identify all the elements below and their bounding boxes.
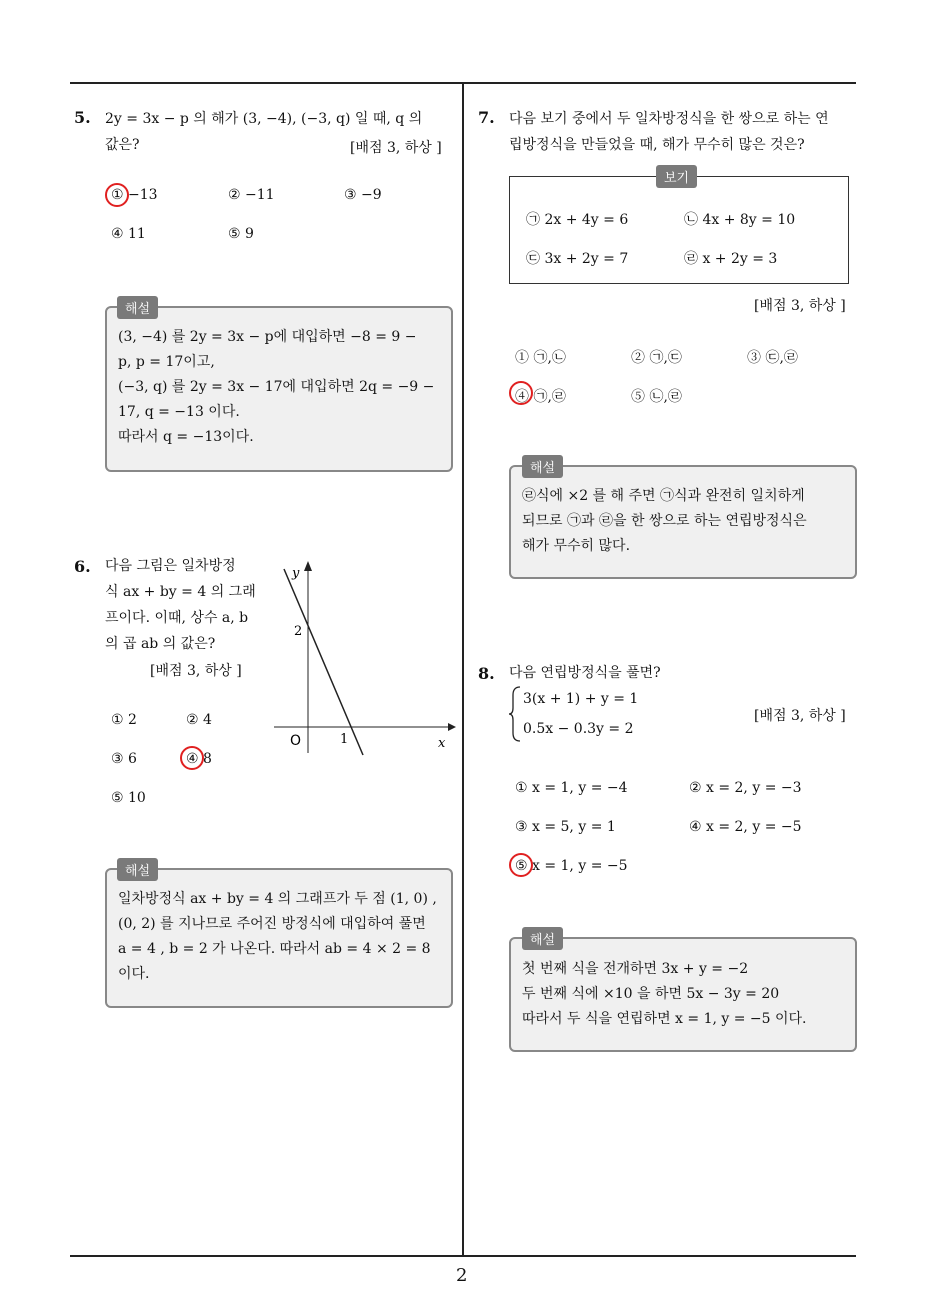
q5-answer-mark (105, 183, 129, 207)
q7-explanation (522, 484, 848, 559)
q5-option-2[interactable]: ② −11 (228, 187, 275, 203)
q8-option-4[interactable]: ④ x = 2, y = −5 (689, 819, 802, 835)
q7-expl-line3: 해가 무수히 많다. (522, 538, 631, 554)
q8-score: [배점 3, 하상 ] (754, 708, 846, 724)
q7-bogi-4: ㉣ x + 2y = 3 (684, 251, 778, 267)
q6-question-line3: 프이다. 이때, 상수 a, b (105, 610, 249, 626)
bottom-rule (70, 1255, 856, 1257)
q7-expl-line2: 되므로 ㉠과 ㉣을 한 쌍으로 하는 연립방정식은 (522, 513, 807, 529)
q8-option-3[interactable]: ③ x = 5, y = 1 (515, 819, 616, 835)
q7-option-4[interactable]: ④ ㉠,㉣ (515, 389, 566, 405)
q6-graph-origin: O (290, 733, 302, 749)
q6-explanation-tag: 해설 (117, 858, 158, 881)
q5-expl-line3: (−3, q) 를 2y = 3x − 17에 대입하면 2q = −9 − (118, 379, 435, 395)
q7-number: 7. (478, 108, 495, 127)
q8-equation-1: 3(x + 1) + y = 1 (523, 691, 639, 707)
q7-option-2[interactable]: ② ㉠,㉢ (631, 350, 682, 366)
q6-option-3[interactable]: ③ 6 (111, 751, 137, 767)
q6-graph-x-label: x (438, 736, 446, 751)
q8-system-brace (508, 686, 522, 742)
q6-expl-line1: 일차방정식 ax + by = 4 의 그래프가 두 점 (1, 0) , (118, 891, 437, 907)
q5-question-line2: 값은? (105, 137, 140, 153)
q6-option-2[interactable]: ② 4 (186, 712, 212, 728)
q8-expl-line1: 첫 번째 식을 전개하면 3x + y = −2 (522, 961, 749, 977)
q8-question: 다음 연립방정식을 풀면? (509, 665, 661, 681)
page-number: 2 (456, 1265, 468, 1286)
q8-answer-mark (509, 853, 533, 877)
q5-expl-line1: (3, −4) 를 2y = 3x − p에 대입하면 −8 = 9 − (118, 329, 417, 345)
q6-explanation (118, 887, 444, 987)
q6-number: 6. (74, 557, 91, 576)
q6-graph-y-arrow (304, 561, 312, 571)
q6-score: [배점 3, 하상 ] (150, 663, 242, 679)
q7-option-1[interactable]: ① ㉠,㉡ (515, 350, 566, 366)
q8-number: 8. (478, 664, 495, 683)
q7-question-line1: 다음 보기 중에서 두 일차방정식을 한 쌍으로 하는 연 (509, 111, 829, 127)
q8-option-5[interactable]: ⑤ x = 1, y = −5 (515, 858, 628, 874)
q6-question-line1: 다음 그림은 일차방정 (105, 558, 236, 574)
q6-expl-line2: (0, 2) 를 지나므로 주어진 방정식에 대입하여 풀면 (118, 916, 426, 932)
q8-option-1[interactable]: ① x = 1, y = −4 (515, 780, 628, 796)
q6-graph-y-tick: 2 (294, 624, 303, 639)
q7-expl-line1: ㉣식에 ×2 를 해 주면 ㉠식과 완전히 일치하게 (522, 488, 805, 504)
q8-expl-line2: 두 번째 식에 ×10 을 하면 5x − 3y = 20 (522, 986, 780, 1002)
q5-explanation-tag: 해설 (117, 296, 158, 319)
q5-option-1[interactable]: ① −13 (111, 187, 158, 203)
q5-option-4[interactable]: ④ 11 (111, 226, 146, 242)
q6-question (105, 553, 265, 657)
q7-option-5[interactable]: ⑤ ㉡,㉣ (631, 389, 682, 405)
q6-graph (270, 555, 460, 765)
q6-expl-line4: 이다. (118, 966, 150, 982)
q7-bogi-tag: 보기 (656, 165, 697, 188)
q7-question-line2: 립방정식을 만들었을 때, 해가 무수히 많은 것은? (509, 137, 805, 153)
q5-expl-line2: p, p = 17이고, (118, 354, 215, 370)
q5-score: [배점 3, 하상 ] (350, 140, 442, 156)
q5-option-5[interactable]: ⑤ 9 (228, 226, 254, 242)
q5-explanation (118, 325, 444, 450)
q6-graph-x-tick: 1 (340, 732, 349, 747)
q6-option-4[interactable]: ④ 8 (186, 751, 212, 767)
q5-number: 5. (74, 108, 91, 127)
q7-bogi-3: ㉢ 3x + 2y = 7 (526, 251, 629, 267)
q8-equation-2: 0.5x − 0.3y = 2 (523, 721, 634, 737)
q7-bogi-1: ㉠ 2x + 4y = 6 (526, 212, 629, 228)
q8-explanation (522, 957, 848, 1032)
q6-question-line2: 식 ax + by = 4 의 그래 (105, 584, 256, 600)
column-divider (462, 84, 464, 1256)
q6-option-5[interactable]: ⑤ 10 (111, 790, 146, 806)
q7-answer-mark (509, 381, 533, 405)
q5-expl-line5: 따라서 q = −13이다. (118, 429, 254, 445)
q6-graph-y-label: y (292, 566, 300, 581)
q6-graph-x-arrow (448, 723, 456, 731)
q6-answer-mark (180, 746, 204, 770)
q8-option-2[interactable]: ② x = 2, y = −3 (689, 780, 802, 796)
q7-score: [배점 3, 하상 ] (754, 298, 846, 314)
q7-explanation-tag: 해설 (522, 455, 563, 478)
q8-expl-line3: 따라서 두 식을 연립하면 x = 1, y = −5 이다. (522, 1011, 807, 1027)
q6-question-line4: 의 곱 ab 의 값은? (105, 636, 216, 652)
q7-option-3[interactable]: ③ ㉢,㉣ (747, 350, 798, 366)
q8-explanation-tag: 해설 (522, 927, 563, 950)
q6-expl-line3: a = 4 , b = 2 가 나온다. 따라서 ab = 4 × 2 = 8 (118, 941, 431, 957)
q5-question-line1: 2y = 3x − p 의 해가 (3, −4), (−3, q) 일 때, q 의 (105, 111, 423, 127)
q6-option-1[interactable]: ① 2 (111, 712, 137, 728)
q5-option-3[interactable]: ③ −9 (344, 187, 382, 203)
q7-bogi-2: ㉡ 4x + 8y = 10 (684, 212, 796, 228)
q7-question (509, 106, 859, 158)
q5-expl-line4: 17, q = −13 이다. (118, 404, 240, 420)
